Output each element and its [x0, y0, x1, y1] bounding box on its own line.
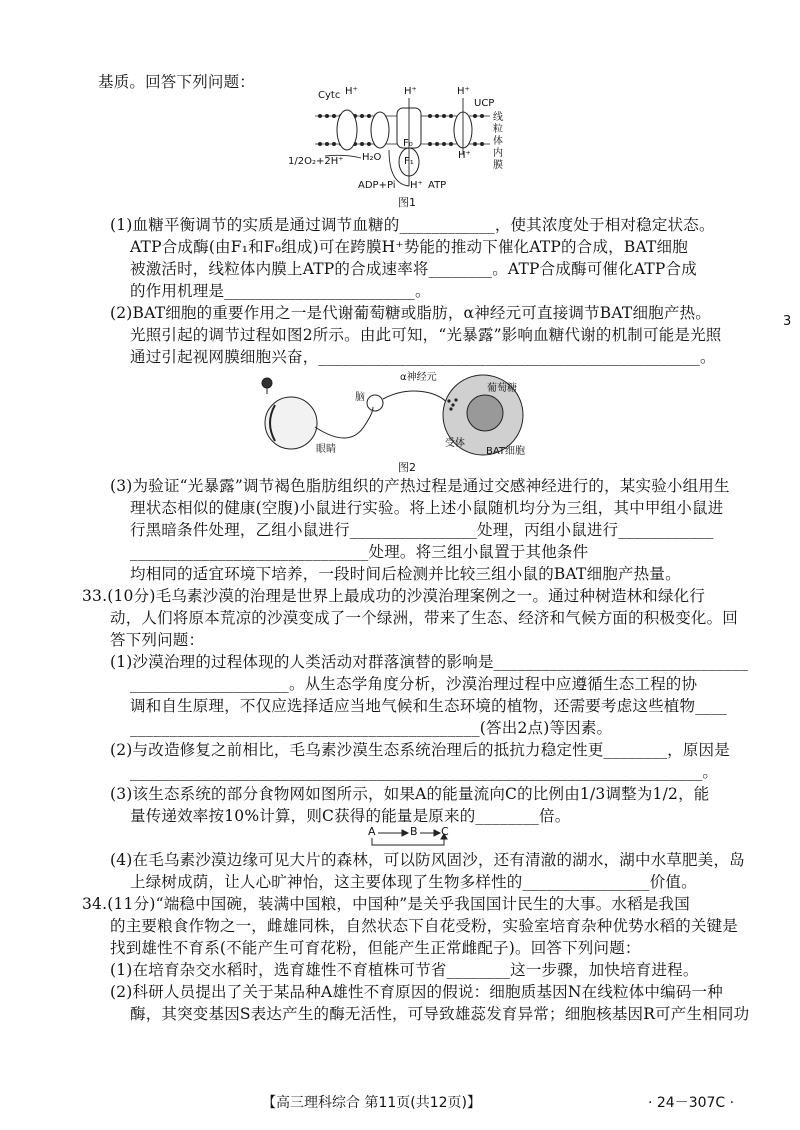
- page-footer: 【高三理科综合 第11页(共12页)】: [262, 1095, 482, 1111]
- text-line: ____________________。从生态学角度分析，沙漠治理过程中应遵循生态工程的协: [130, 675, 698, 693]
- fig1-f0-label: F₀: [403, 138, 413, 149]
- text-line: (4)在毛乌素沙漠边缘可见大片的森林，可以防风固沙，还有清澈的湖水，湖中水草肥美，岛: [110, 851, 745, 869]
- text-line: 理状态相似的健康(空腹)小鼠进行实验。将上述小鼠随机均分为三组，其中甲组小鼠进: [130, 499, 724, 517]
- fig2-caption: 图2: [398, 461, 416, 474]
- fig1-h2o-label: H₂O: [362, 152, 382, 163]
- fig1-h-label: H⁺: [457, 86, 470, 97]
- fig1-o2-label: 1/2O₂+2H⁺: [288, 156, 344, 167]
- side-mark: 3: [783, 314, 792, 329]
- fig1-h-label: H⁺: [404, 86, 417, 97]
- fig2-glucose-label: 葡萄糖: [487, 383, 517, 394]
- text-line: 的主要粮食作物之一，雌雄同株，自然状态下自花受粉，实验室培育杂种优势水稻的关键是: [110, 917, 739, 935]
- fig2-bat-label: BAT细胞: [486, 446, 526, 457]
- fig1-caption: 图1: [398, 196, 416, 209]
- text-line: 酶，其突变基因S表达产生的酶无活性，可导致雄蕊发育异常；细胞核基因R可产生相同功: [130, 1005, 750, 1023]
- text-line: 33.(10分)毛乌素沙漠的治理是世界上最成功的沙漠治理案例之一。通过种树造林和绿化行: [82, 587, 706, 605]
- text-line: 行黑暗条件处理，乙组小鼠进行________________处理，丙组小鼠进行____________: [130, 521, 714, 539]
- text-line: ATP合成酶(由F₁和F₀组成)可在跨膜H⁺势能的推动下催化ATP的合成，BAT细胞: [130, 238, 688, 256]
- page-code: · 24－307C ·: [648, 1095, 735, 1111]
- text-line: (1)在培育杂交水稻时，选育雄性不育植株可节省________这一步骤，加快培育进程。: [110, 961, 699, 979]
- fig1-atp-label: ATP: [428, 180, 447, 191]
- text-line: ________________________________________________________________________。: [130, 763, 719, 781]
- text-line: (1)血糖平衡调节的实质是通过调节血糖的____________，使其浓度处于相对稳定状态。: [110, 216, 715, 234]
- fig1-adp-label: ADP+Pi: [358, 180, 396, 191]
- text-line: 量传递效率按10%计算，则C获得的能量是原来的________倍。: [130, 807, 571, 825]
- fig2-alpha-label: α神经元: [400, 372, 437, 383]
- text-line: ______________________________处理。将三组小鼠置于其他条件: [130, 543, 589, 561]
- text-line: 通过引起视网膜细胞兴奋，________________________________________________。: [130, 348, 716, 366]
- text-line: 基质。回答下列问题：: [98, 73, 256, 91]
- fig1-cytc-label: Cytc: [318, 90, 341, 101]
- foodweb-c: C: [441, 825, 449, 838]
- text-line: (3)该生态系统的部分食物网如图所示，如果A的能量流向C的比例由1/3调整为1/2，能: [110, 785, 710, 803]
- text-line: 动，人们将原本荒凉的沙漠变成了一个绿洲，带来了生态、经济和气候方面的积极变化。回: [110, 609, 739, 627]
- fig1-f1-label: F₁: [404, 156, 414, 167]
- text-line: (2)科研人员提出了关于某品种A雄性不育原因的假说：细胞质基因N在线粒体中编码一种: [110, 983, 723, 1001]
- text-line: 找到雄性不育系(不能产生可育花粉，但能产生正常雌配子)。回答下列问题：: [110, 939, 641, 957]
- fig1-ucp-label: UCP: [474, 98, 495, 109]
- text-line: 被激活时，线粒体内膜上ATP的合成速率将________。ATP合成酶可催化ATP合成: [130, 260, 697, 278]
- text-line: 答下列问题：: [110, 631, 205, 649]
- fig2-eye-label: 眼睛: [316, 444, 336, 455]
- fig1-side-label: 线粒体内膜: [493, 112, 503, 171]
- foodweb-a: A: [368, 825, 376, 838]
- text-line: 的作用机理是________________________。: [130, 282, 431, 300]
- text-line: (3)为验证“光暴露”调节褐色脂肪组织的产热过程是通过交感神经进行的，某实验小组用生: [110, 477, 730, 495]
- text-line: 光照引起的调节过程如图2所示。由此可知，“光暴露”影响血糖代谢的机制可能是光照: [130, 326, 722, 344]
- text-line: 上绿树成荫，让人心旷神怡，这主要体现了生物多样性的________________价值。: [130, 873, 697, 891]
- text-line: 34.(11分)“端稳中国碗，装满中国粮，中国种”是关乎我国国计民生的大事。水稻是我国: [82, 895, 690, 913]
- fig1-h-label: H⁺: [410, 180, 423, 191]
- text-line: (2)与改造修复之前相比，毛乌素沙漠生态系统治理后的抵抗力稳定性更________，原因是: [110, 741, 730, 759]
- text-line: (1)沙漠治理的过程体现的人类活动对群落演替的影响是________________________________: [110, 653, 749, 671]
- fig2-brain-label: 脑: [355, 392, 365, 403]
- fig2-receptor-label: 受体: [445, 438, 465, 449]
- text-line: ____________________________________________(答出2点)等因素。: [130, 719, 613, 737]
- fig1-h-label: H⁺: [345, 86, 358, 97]
- text-line: (2)BAT细胞的重要作用之一是代谢葡萄糖或脂肪，α神经元可直接调节BAT细胞产热。: [110, 304, 711, 322]
- text-line: 调和自生原理，不仅应选择适应当地气候和生态环境的植物，还需要考虑这些植物____: [130, 697, 728, 715]
- fig1-h-label: H⁺: [458, 150, 471, 161]
- text-line: 均相同的适宜环境下培养，一段时间后检测并比较三组小鼠的BAT细胞产热量。: [130, 565, 681, 583]
- foodweb-b: B: [410, 825, 418, 838]
